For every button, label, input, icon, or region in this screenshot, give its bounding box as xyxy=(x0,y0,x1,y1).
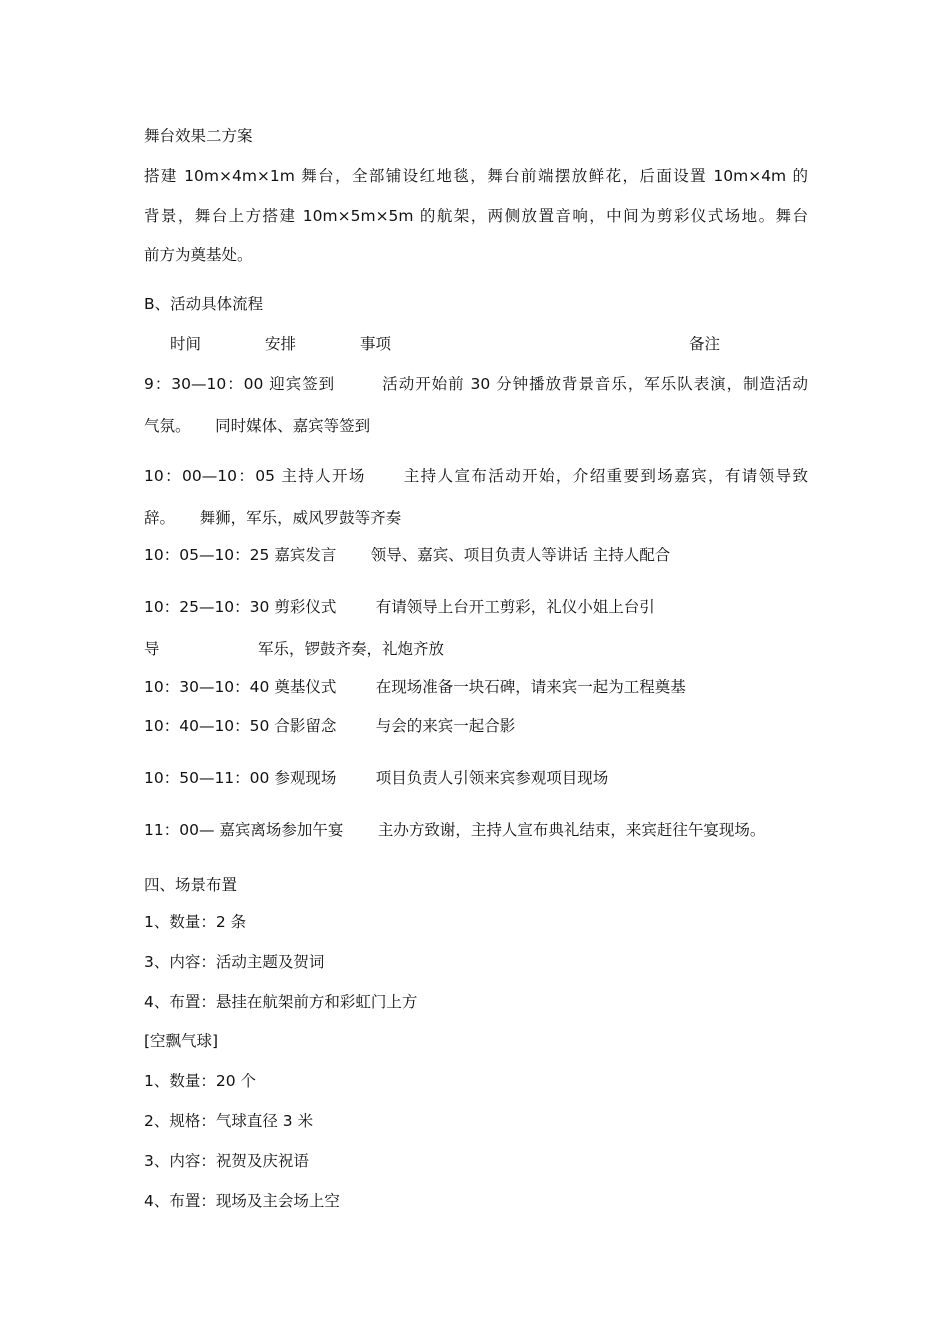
scene-heading: 四、场景布置 xyxy=(144,876,238,894)
balloon-subheading: [空飘气球] xyxy=(144,1032,219,1050)
stage-line-3: 前方为奠基处。 xyxy=(144,246,253,264)
flow-row: 10：25—10：30 剪彩仪式 有请领导上台开工剪彩，礼仪小姐上台引 xyxy=(144,598,655,616)
scene-item: 2、规格：气球直径 3 米 xyxy=(144,1112,314,1130)
flow-row: 10：30—10：40 奠基仪式 在现场准备一块石碑，请来宾一起为工程奠基 xyxy=(144,678,686,696)
flow-row: 10：05—10：25 嘉宾发言 领导、嘉宾、项目负责人等讲话 主持人配合 xyxy=(144,546,671,564)
flow-row: 11：00— 嘉宾离场参加午宴 主办方致谢，主持人宣布典礼结束，来宾赶往午宴现场。 xyxy=(144,821,766,839)
column-note: 备注 xyxy=(689,335,721,353)
flow-heading: B、活动具体流程 xyxy=(144,295,264,313)
flow-row: 10：50—11：00 参观现场 项目负责人引领来宾参观项目现场 xyxy=(144,769,609,787)
flow-row: 9：30—10：00 迎宾签到 活动开始前 30 分钟播放背景音乐，军乐队表演，制造活动 xyxy=(144,375,808,393)
scene-item: 4、布置：悬挂在航架前方和彩虹门上方 xyxy=(144,993,418,1011)
stage-heading: 舞台效果二方案 xyxy=(144,127,253,145)
scene-item: 3、内容：祝贺及庆祝语 xyxy=(144,1152,309,1170)
flow-row: 导 军乐，锣鼓齐奏，礼炮齐放 xyxy=(144,640,445,658)
flow-row: 10：40—10：50 合影留念 与会的来宾一起合影 xyxy=(144,717,516,735)
column-arrange: 安排 xyxy=(265,335,297,353)
flow-row: 气氛。 同时媒体、嘉宾等签到 xyxy=(144,417,371,435)
column-time: 时间 xyxy=(170,335,202,353)
scene-item: 4、布置：现场及主会场上空 xyxy=(144,1192,340,1210)
flow-row: 10：00—10：05 主持人开场 主持人宣布活动开始，介绍重要到场嘉宾，有请领导致 xyxy=(144,467,808,485)
scene-item: 1、数量：2 条 xyxy=(144,913,247,931)
scene-item: 1、数量：20 个 xyxy=(144,1072,257,1090)
stage-line-2: 背景，舞台上方搭建 10m×5m×5m 的航架，两侧放置音响，中间为剪彩仪式场地。舞台 xyxy=(144,207,808,225)
stage-line-1: 搭建 10m×4m×1m 舞台，全部铺设红地毯，舞台前端摆放鲜花，后面设置 10m×4m 的 xyxy=(144,167,808,185)
flow-row: 辞。 舞狮，军乐，威风罗鼓等齐奏 xyxy=(144,509,402,527)
column-item: 事项 xyxy=(360,335,392,353)
scene-item: 3、内容：活动主题及贺词 xyxy=(144,953,325,971)
